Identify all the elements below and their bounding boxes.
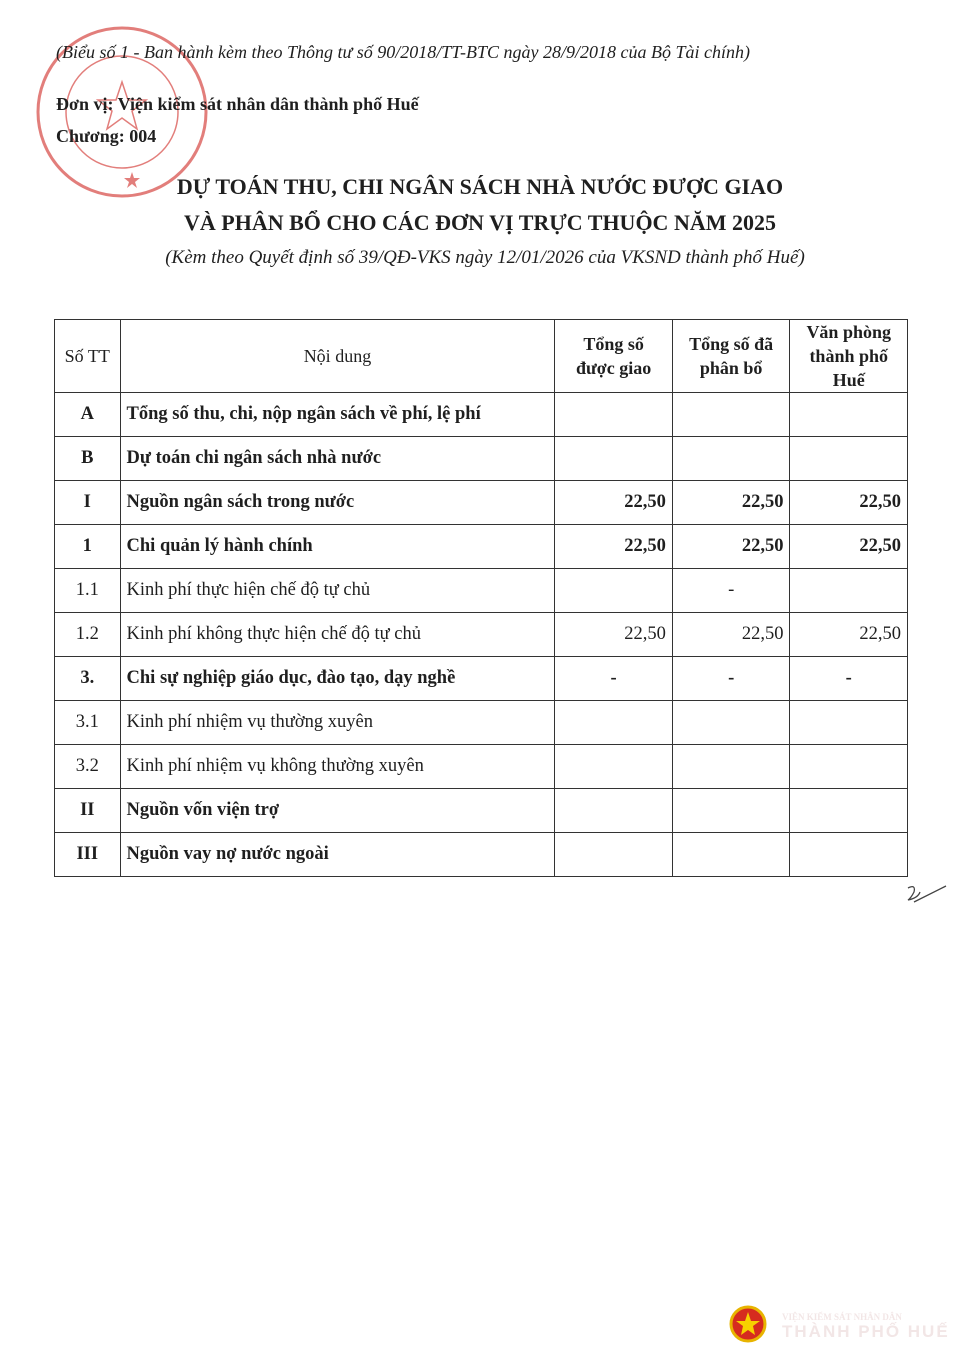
header-line: Tổng số đã	[689, 334, 774, 354]
header-allocated	[672, 320, 790, 393]
row-allocated	[672, 393, 790, 437]
row-stt: 1.1	[55, 569, 121, 613]
row-stt: 1.2	[55, 613, 121, 657]
chapter-code: Chương: 004	[56, 126, 157, 146]
table-row	[55, 745, 908, 789]
row-office	[790, 437, 908, 481]
table-row	[55, 437, 908, 481]
row-assigned	[555, 745, 673, 789]
row-content: Kinh phí không thực hiện chế độ tự chủ	[120, 613, 555, 657]
legal-basis-note: (Biểu số 1 - Ban hành kèm theo Thông tư số 90/2018/TT-BTC ngày 28/9/2018 của Bộ Tài chính)	[56, 42, 750, 62]
header-content: Nội dung	[120, 320, 555, 393]
row-allocated	[672, 437, 790, 481]
row-assigned	[555, 789, 673, 833]
row-allocated: 22,50	[672, 525, 790, 569]
row-allocated	[672, 701, 790, 745]
watermark-line1: VIỆN KIỂM SÁT NHÂN DÂN	[782, 1312, 902, 1322]
document-subtitle: (Kèm theo Quyết định số 39/QĐ-VKS ngày 12/01/2026 của VKSND thành phố Huế)	[165, 247, 805, 268]
row-office: 22,50	[790, 481, 908, 525]
row-allocated: 22,50	[672, 481, 790, 525]
row-office: 22,50	[790, 525, 908, 569]
row-content: Chi sự nghiệp giáo dục, đào tạo, dạy nghề	[120, 657, 555, 701]
row-office	[790, 745, 908, 789]
table-row	[55, 701, 908, 745]
document-title-line2: VÀ PHÂN BỔ CHO CÁC ĐƠN VỊ TRỰC THUỘC NĂM 2025	[184, 210, 776, 235]
table-row	[55, 569, 908, 613]
document-title-line1: DỰ TOÁN THU, CHI NGÂN SÁCH NHÀ NƯỚC ĐƯỢC GIAO	[176, 174, 784, 199]
row-stt: 1	[55, 525, 121, 569]
row-stt: 3.	[55, 657, 121, 701]
row-assigned	[555, 437, 673, 481]
row-allocated: -	[672, 657, 790, 701]
row-office	[790, 393, 908, 437]
row-assigned	[555, 569, 673, 613]
signature-mark	[900, 880, 950, 910]
row-stt: B	[55, 437, 121, 481]
row-stt: A	[55, 393, 121, 437]
row-content: Nguồn vay nợ nước ngoài	[120, 833, 555, 877]
table-row	[55, 657, 908, 701]
row-assigned	[555, 833, 673, 877]
row-content: Tổng số thu, chi, nộp ngân sách về phí, lệ phí	[120, 393, 555, 437]
unit-name: Đơn vị: Viện kiểm sát nhân dân thành phố Huế	[56, 94, 419, 114]
table-row	[55, 833, 908, 877]
row-stt: 3.2	[55, 745, 121, 789]
row-office	[790, 833, 908, 877]
row-allocated	[672, 833, 790, 877]
table-row	[55, 613, 908, 657]
header-line: phân bổ	[699, 358, 763, 378]
row-content: Kinh phí nhiệm vụ không thường xuyên	[120, 745, 555, 789]
row-office: 22,50	[790, 613, 908, 657]
row-stt: III	[55, 833, 121, 877]
watermark-line2: THÀNH PHỐ HUẾ	[782, 1322, 950, 1341]
row-allocated: -	[672, 569, 790, 613]
row-stt: I	[55, 481, 121, 525]
row-office	[790, 569, 908, 613]
table-row	[55, 481, 908, 525]
row-allocated	[672, 745, 790, 789]
row-content: Dự toán chi ngân sách nhà nước	[120, 437, 555, 481]
row-assigned: 22,50	[555, 613, 673, 657]
row-content: Nguồn ngân sách trong nước	[120, 481, 555, 525]
row-assigned: 22,50	[555, 525, 673, 569]
budget-table	[54, 319, 908, 877]
row-content: Kinh phí nhiệm vụ thường xuyên	[120, 701, 555, 745]
row-assigned: 22,50	[555, 481, 673, 525]
header-line: thành phố Huế	[809, 346, 888, 390]
header-line: Tổng số	[583, 334, 644, 354]
table-row	[55, 525, 908, 569]
emblem-icon	[728, 1304, 768, 1344]
row-assigned	[555, 393, 673, 437]
row-stt: 3.1	[55, 701, 121, 745]
table-row	[55, 393, 908, 437]
row-assigned	[555, 701, 673, 745]
row-stt: II	[55, 789, 121, 833]
table-header-row	[55, 320, 908, 393]
row-office	[790, 701, 908, 745]
header-stt: Số TT	[55, 320, 121, 393]
row-content: Chi quản lý hành chính	[120, 525, 555, 569]
row-office	[790, 789, 908, 833]
watermark-text	[782, 1312, 950, 1342]
row-content: Kinh phí thực hiện chế độ tự chủ	[120, 569, 555, 613]
header-assigned	[555, 320, 673, 393]
table-row	[55, 789, 908, 833]
header-line: được giao	[575, 358, 652, 378]
header-line: Văn phòng	[806, 322, 891, 342]
row-allocated: 22,50	[672, 613, 790, 657]
row-assigned: -	[555, 657, 673, 701]
header-office	[790, 320, 908, 393]
row-office: -	[790, 657, 908, 701]
row-allocated	[672, 789, 790, 833]
row-content: Nguồn vốn viện trợ	[120, 789, 555, 833]
